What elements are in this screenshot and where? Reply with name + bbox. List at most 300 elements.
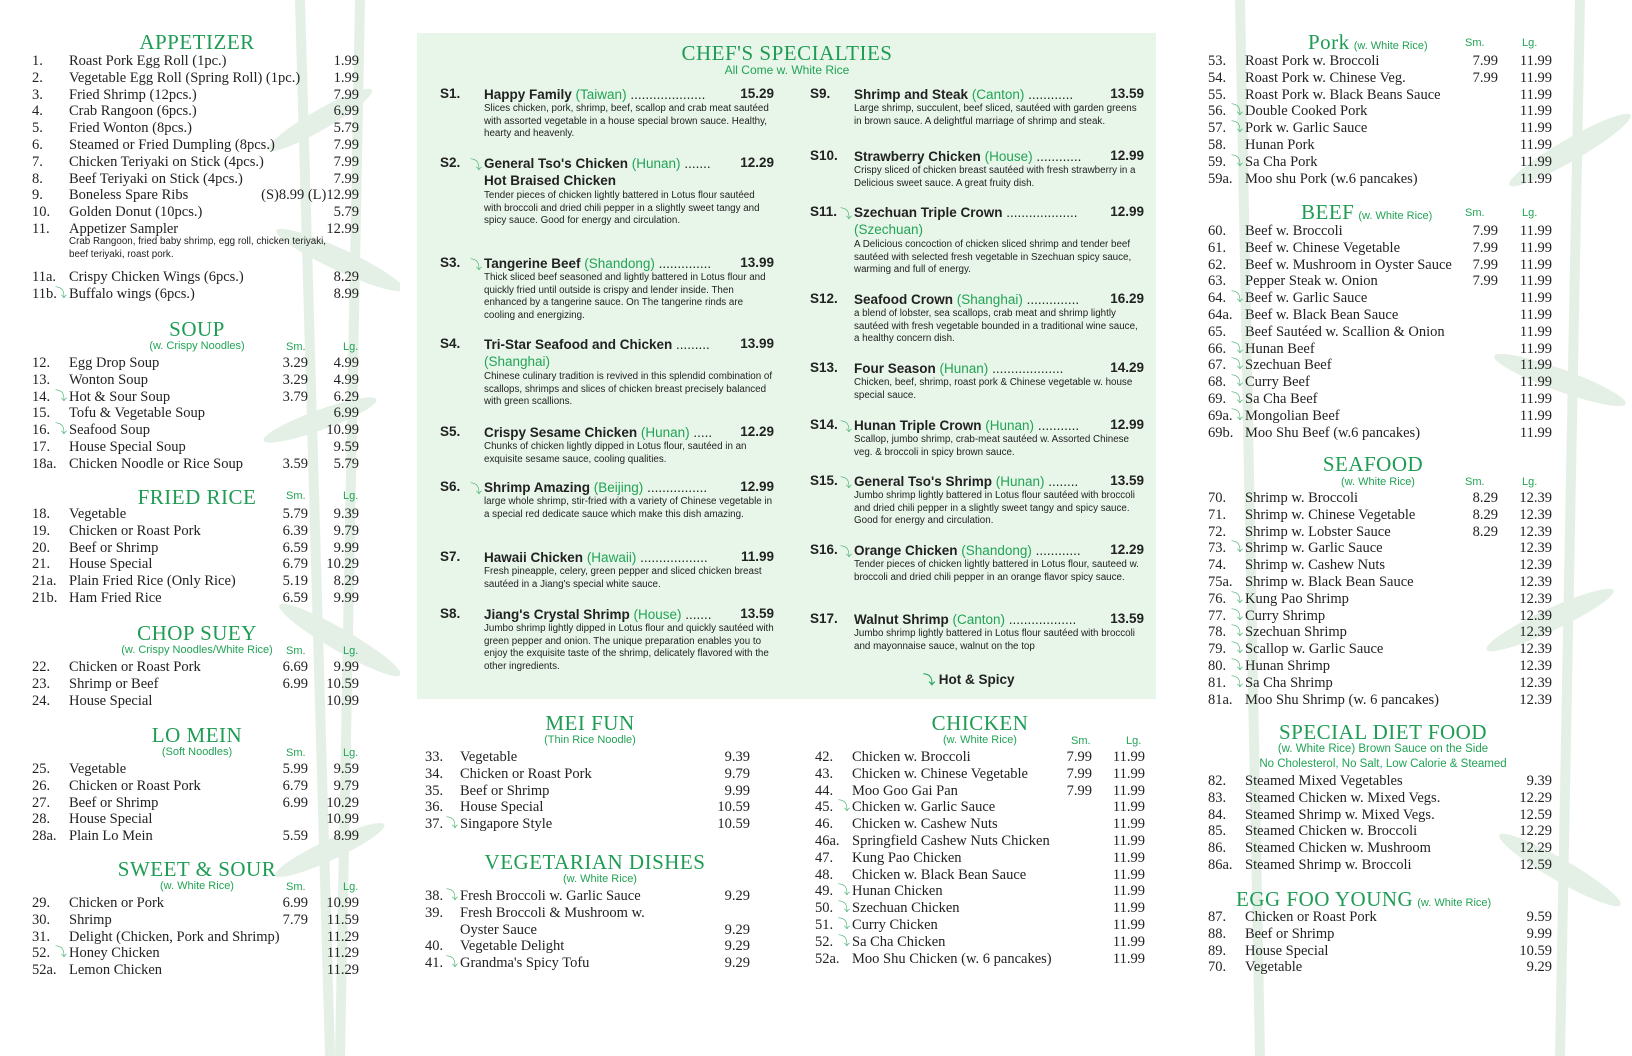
lo-mein-sm-header: Sm. bbox=[286, 747, 306, 759]
menu-item-row bbox=[1208, 574, 1558, 591]
item-number: 71. bbox=[1208, 506, 1227, 523]
item-number: 64a. bbox=[1208, 307, 1233, 323]
item-price-small: 5.19 bbox=[282, 573, 308, 590]
diet-subtitle-1: (w. White Rice) Brown Sauce on the Side bbox=[1277, 743, 1489, 755]
menu-item-row bbox=[1208, 273, 1558, 290]
item-number: 84. bbox=[1208, 806, 1227, 823]
menu-item-row bbox=[1208, 374, 1558, 391]
specialty-id: S12. bbox=[810, 291, 838, 306]
specialty-price: 12.99 bbox=[740, 479, 774, 494]
item-name: Curry Beef bbox=[1245, 374, 1310, 391]
item-price: 9.29 bbox=[724, 938, 750, 955]
menu-item-row bbox=[32, 355, 366, 372]
item-price-large: 12.39 bbox=[1519, 691, 1552, 708]
specialty-price: 13.59 bbox=[1110, 86, 1144, 101]
specialty-id: S16. bbox=[810, 542, 838, 557]
item-number: 44. bbox=[815, 782, 834, 799]
item-price-large: 11.99 bbox=[1519, 256, 1552, 273]
item-name: Shrimp w. Garlic Sauce bbox=[1245, 540, 1383, 557]
menu-item-row bbox=[1208, 391, 1558, 408]
pepper-icon: ⤵ bbox=[1231, 641, 1244, 656]
item-price-large: 11.99 bbox=[1519, 170, 1552, 187]
item-name: Chicken or Roast Pork bbox=[460, 765, 592, 782]
item-name: Hunan Pork bbox=[1245, 137, 1315, 153]
specialty-id: S1. bbox=[440, 86, 461, 101]
item-price-small: 7.79 bbox=[282, 911, 308, 928]
menu-item-row bbox=[32, 811, 366, 828]
specialty-title bbox=[854, 204, 1144, 221]
pepper-icon: ⤵ bbox=[1231, 290, 1244, 305]
item-name: Fresh Broccoli & Mushroom w. bbox=[460, 904, 645, 921]
item-price-large: 10.99 bbox=[326, 422, 359, 439]
item-price-large: 12.39 bbox=[1519, 557, 1552, 574]
menu-item-row bbox=[32, 929, 366, 946]
item-name: Beef w. Black Bean Sauce bbox=[1245, 307, 1399, 323]
menu-item-row bbox=[32, 422, 366, 439]
item-price: 9.29 bbox=[724, 921, 750, 938]
item-price-small: 7.99 bbox=[1472, 256, 1498, 273]
item-name: Shrimp w. Black Bean Sauce bbox=[1245, 574, 1414, 590]
chef-subtitle: All Come w. White Rice bbox=[724, 63, 850, 77]
menu-item-row bbox=[815, 799, 1150, 816]
menu-item-row bbox=[32, 53, 366, 70]
item-number: 54. bbox=[1208, 69, 1227, 86]
pepper-icon: ⤵ bbox=[446, 955, 459, 970]
item-price-small: 5.99 bbox=[282, 761, 308, 777]
hot-spicy-legend bbox=[923, 671, 1015, 688]
sweet-sour-title: SWEET & SOUR bbox=[117, 857, 277, 881]
menu-item-row bbox=[1208, 675, 1558, 692]
menu-item-row bbox=[1208, 773, 1558, 790]
item-name: House Special bbox=[460, 799, 544, 816]
item-price-large: 4.99 bbox=[333, 355, 359, 371]
item-price-large: 9.79 bbox=[333, 522, 359, 539]
item-name: Steamed Chicken w. Broccoli bbox=[1245, 823, 1418, 840]
item-price-large: 11.99 bbox=[1112, 749, 1145, 765]
item-price-small: 5.79 bbox=[282, 506, 308, 522]
hot-spicy-label: Hot & Spicy bbox=[938, 672, 1015, 687]
item-number: 87. bbox=[1208, 909, 1227, 925]
menu-item-row bbox=[32, 945, 366, 962]
item-number: 80. bbox=[1208, 658, 1227, 674]
item-number: 4. bbox=[32, 103, 43, 120]
specialty-description: A Delicious concoction of chicken sliced shrimp and tender beef sautéed with selected fresh vegetable in Szechuan spicy sauce, warming and full of energy. bbox=[854, 239, 1132, 276]
item-number: 50. bbox=[815, 900, 834, 917]
menu-item-row bbox=[1208, 807, 1558, 824]
item-price: 10.59 bbox=[717, 816, 750, 833]
item-price-large: 11.99 bbox=[1112, 950, 1145, 967]
item-name: Beef or Shrimp bbox=[69, 539, 159, 556]
item-price-large: 11.99 bbox=[1519, 223, 1552, 239]
specialty-description: Jumbo shrimp lightly dipped in Lotus flour and quickly sautéed with green pepper and onion. The unique preparation enables you to enjoy the exquisite taste of the shrimp, delicately flavored with the other ingredients. bbox=[484, 623, 774, 672]
item-number: 24. bbox=[32, 692, 51, 709]
menu-item-row bbox=[425, 816, 755, 833]
appetizer-title: APPETIZER bbox=[139, 30, 255, 54]
item-name: Pepper Steak w. Onion bbox=[1245, 273, 1378, 290]
lo-mein-title: LO MEIN bbox=[151, 723, 243, 747]
menu-item-row bbox=[1208, 103, 1558, 120]
item-number: 73. bbox=[1208, 540, 1227, 557]
menu-item-row bbox=[32, 154, 366, 171]
menu-item-row bbox=[425, 922, 755, 939]
specialty-name: Four Season bbox=[854, 361, 936, 376]
specialty-id: S11. bbox=[810, 204, 838, 219]
item-name: Sa Cha Pork bbox=[1245, 153, 1318, 170]
menu-item-row bbox=[1208, 608, 1558, 625]
pepper-icon: ⤵ bbox=[1231, 120, 1244, 135]
menu-item-row bbox=[1208, 641, 1558, 658]
item-price-large: 4.99 bbox=[333, 371, 359, 388]
item-number: 89. bbox=[1208, 942, 1227, 959]
specialty-dots: .................. bbox=[1005, 612, 1077, 627]
item-number: 23. bbox=[32, 675, 51, 692]
item-name: Hunan Shrimp bbox=[1245, 658, 1330, 674]
chef-specialties-panel bbox=[417, 33, 1156, 699]
item-name: Roast Pork w. Broccoli bbox=[1245, 53, 1380, 69]
item-price-large: 11.59 bbox=[326, 911, 359, 928]
item-price-large: 11.99 bbox=[1112, 866, 1145, 883]
menu-item-row bbox=[1208, 87, 1558, 104]
item-name: Vegetable Egg Roll (Spring Roll) (1pc.) bbox=[69, 69, 301, 86]
item-price-large: 10.29 bbox=[326, 556, 359, 573]
item-price-large: 9.99 bbox=[333, 539, 359, 556]
item-price-large: 11.99 bbox=[1519, 391, 1552, 407]
pork-subtitle: (w. White Rice) bbox=[1353, 40, 1428, 52]
item-name: Moo Shu Chicken (w. 6 pancakes) bbox=[852, 950, 1052, 967]
item-number: 86. bbox=[1208, 840, 1227, 857]
item-price-small: 6.59 bbox=[282, 590, 308, 606]
menu-item-row bbox=[1208, 70, 1558, 87]
item-number: 77. bbox=[1208, 607, 1227, 624]
item-name: Plain Lo Mein bbox=[69, 828, 153, 845]
menu-item-row bbox=[1208, 425, 1558, 442]
seafood-subtitle: (w. White Rice) bbox=[1341, 476, 1415, 488]
item-number: 22. bbox=[32, 659, 51, 675]
beef-sm-header: Sm. bbox=[1465, 207, 1485, 219]
item-price-large: 11.99 bbox=[1519, 340, 1552, 357]
menu-item-row bbox=[32, 187, 366, 204]
item-number: 56. bbox=[1208, 103, 1227, 120]
item-number: 55. bbox=[1208, 86, 1227, 103]
item-name: Double Cooked Pork bbox=[1245, 103, 1368, 120]
pork-title: Pork bbox=[1308, 30, 1350, 54]
soup-subtitle: (w. Crispy Noodles) bbox=[149, 340, 245, 352]
seafood-sm-header: Sm. bbox=[1465, 476, 1485, 488]
item-number: 13. bbox=[32, 371, 51, 388]
specialty-id: S14. bbox=[810, 417, 838, 432]
item-price-large: 12.39 bbox=[1519, 624, 1552, 641]
item-price-small: 7.99 bbox=[1066, 749, 1092, 765]
item-price-large: 10.99 bbox=[326, 895, 359, 911]
item-number: 11. bbox=[32, 221, 50, 237]
item-number: 59. bbox=[1208, 153, 1227, 170]
chop-suey-sm-header: Sm. bbox=[286, 645, 306, 657]
item-price-small: 7.99 bbox=[1066, 765, 1092, 782]
item-price: 9.39 bbox=[724, 749, 750, 765]
item-price-large: 11.99 bbox=[1519, 86, 1552, 103]
item-number: 61. bbox=[1208, 239, 1227, 256]
specialty-name: Szechuan Triple Crown bbox=[854, 205, 1003, 220]
menu-item-row bbox=[815, 850, 1150, 867]
menu-item-row bbox=[1208, 137, 1558, 154]
item-name: Vegetable Delight bbox=[460, 938, 565, 955]
item-number: 62. bbox=[1208, 256, 1227, 273]
item-name: Buffalo wings (6pcs.) bbox=[69, 285, 195, 302]
specialty-id: S3. bbox=[440, 255, 461, 270]
item-number: 5. bbox=[32, 120, 43, 137]
menu-item-row bbox=[1208, 591, 1558, 608]
item-name: Singapore Style bbox=[460, 816, 553, 833]
pepper-icon: ⤵ bbox=[838, 917, 851, 931]
pepper-icon: ⤵ bbox=[840, 207, 853, 221]
item-number: 74. bbox=[1208, 557, 1227, 574]
mei-fun-title: MEI FUN bbox=[545, 711, 635, 735]
soup-section bbox=[32, 318, 366, 478]
item-name: Szechuan Chicken bbox=[852, 900, 960, 917]
beef-subtitle: (w. White Rice) bbox=[1358, 210, 1433, 222]
item-price: 7.99 bbox=[333, 86, 359, 103]
menu-item-row bbox=[815, 883, 1150, 900]
specialty-price: 12.29 bbox=[740, 424, 774, 439]
pepper-icon: ⤵ bbox=[55, 422, 68, 437]
item-number: 59a. bbox=[1208, 170, 1233, 187]
menu-item-row bbox=[1208, 857, 1558, 874]
item-number: 47. bbox=[815, 849, 834, 866]
item-number: 52a. bbox=[32, 962, 57, 979]
specialty-description: Tender pieces of chicken lightly battered in Lotus flour sautéed with broccoli and dried chili pepper in a slightly sweet tangy and spicy sauce. Good for energy and circulation. bbox=[484, 190, 760, 227]
item-number: 40. bbox=[425, 938, 444, 955]
item-price-large: 11.99 bbox=[1519, 53, 1552, 69]
specialty-title bbox=[854, 291, 1144, 308]
egg-foo-young-section bbox=[1208, 888, 1558, 988]
item-name: Boneless Spare Ribs bbox=[69, 187, 189, 204]
menu-item-row bbox=[1208, 307, 1558, 324]
pepper-icon: ⤵ bbox=[55, 945, 68, 960]
item-name: Grandma's Spicy Tofu bbox=[460, 955, 590, 972]
item-price-large: 11.99 bbox=[1519, 69, 1552, 86]
item-price-large: 6.99 bbox=[333, 405, 359, 422]
menu-item-row bbox=[1208, 692, 1558, 709]
specialty-title bbox=[484, 86, 774, 103]
menu-item-row bbox=[32, 659, 366, 676]
item-name: Kung Pao Chicken bbox=[852, 849, 962, 866]
item-number: 18. bbox=[32, 506, 51, 522]
item-price: 8.99 bbox=[333, 285, 359, 302]
item-name: Roast Pork w. Black Beans Sauce bbox=[1245, 86, 1441, 103]
specialty-description: Jumbo shrimp lightly battered in Lotus flour sautéed with broccoli and mayonnaise sauce, walnut on the top bbox=[854, 628, 1135, 652]
item-price-small: 3.29 bbox=[282, 371, 308, 388]
item-name: House Special bbox=[69, 692, 153, 709]
item-price-large: 11.99 bbox=[1112, 782, 1145, 799]
menu-item-row bbox=[1208, 926, 1558, 943]
item-price-large: 11.99 bbox=[1519, 273, 1552, 290]
item-name: Steamed Mixed Vegetables bbox=[1245, 773, 1403, 789]
item-price-small: 8.29 bbox=[1472, 523, 1498, 540]
item-price-small: 5.59 bbox=[282, 828, 308, 845]
specialty-region: (Beijing) bbox=[593, 480, 644, 495]
item-number: 78. bbox=[1208, 624, 1227, 641]
specialty-dots: ........... bbox=[1034, 418, 1080, 433]
item-price-large: 12.39 bbox=[1519, 674, 1552, 691]
item-price-large: 11.99 bbox=[1112, 833, 1145, 849]
menu-item-row bbox=[32, 103, 366, 120]
item-name: Hunan Beef bbox=[1245, 340, 1315, 357]
item-name: House Special bbox=[69, 556, 153, 573]
soup-lg-header: Lg. bbox=[343, 341, 359, 353]
menu-item-row bbox=[1208, 120, 1558, 137]
menu-item-row bbox=[815, 867, 1150, 884]
specialty-description: Jumbo shrimp lightly battered in Lotus flour sautéed with broccoli and dried chili pepper in a slightly sweet tangy and spicy sauce. Good for energy and circulation. bbox=[854, 490, 1135, 527]
item-price-large: 11.99 bbox=[1112, 900, 1145, 917]
item-price-large: 6.29 bbox=[333, 388, 359, 405]
item-price-large: 11.99 bbox=[1112, 849, 1145, 866]
item-price-large: 11.99 bbox=[1519, 357, 1552, 374]
item-price: 9.29 bbox=[724, 955, 750, 972]
item-name: Delight (Chicken, Pork and Shrimp) bbox=[69, 928, 280, 945]
pepper-icon: ⤵ bbox=[470, 258, 483, 272]
item-price-large: 8.29 bbox=[333, 573, 359, 590]
item-number: 28a. bbox=[32, 828, 57, 845]
specialty-region: (House) bbox=[633, 607, 682, 622]
specialty-name: Shrimp and Steak bbox=[854, 87, 969, 102]
menu-item-row bbox=[425, 766, 755, 783]
item-price-large: 5.79 bbox=[333, 455, 359, 472]
item-price: 5.79 bbox=[333, 204, 359, 221]
specialty-dots: .................... bbox=[626, 87, 706, 102]
pork-sm-header: Sm. bbox=[1465, 37, 1485, 49]
menu-item-row bbox=[32, 556, 366, 573]
specialty-subtitle: Hot Braised Chicken bbox=[484, 173, 617, 188]
item-name: Steamed Chicken w. Mushroom bbox=[1245, 840, 1431, 857]
item-price-large: 9.39 bbox=[333, 506, 359, 522]
item-number: 46. bbox=[815, 816, 834, 833]
menu-item-row bbox=[32, 204, 366, 221]
pepper-icon: ⤵ bbox=[1231, 540, 1244, 555]
pork-section bbox=[1208, 31, 1558, 191]
item-name: Beef w. Mushroom in Oyster Sauce bbox=[1245, 256, 1452, 273]
item-price-small: 6.99 bbox=[282, 794, 308, 811]
item-name: Beef w. Garlic Sauce bbox=[1245, 290, 1368, 307]
item-name: House Special bbox=[1245, 942, 1329, 959]
item-number: 19. bbox=[32, 522, 51, 539]
item-name: Chicken w. Broccoli bbox=[852, 749, 971, 765]
chicken-subtitle: (w. White Rice) bbox=[943, 734, 1017, 746]
specialty-name: Crispy Sesame Chicken bbox=[484, 425, 638, 440]
item-name: Kung Pao Shrimp bbox=[1245, 590, 1349, 607]
menu-item-row bbox=[1208, 257, 1558, 274]
menu-item-row bbox=[1208, 324, 1558, 341]
menu-item-row bbox=[32, 269, 366, 286]
menu-item-row bbox=[1208, 959, 1558, 976]
item-price-small: 7.99 bbox=[1472, 223, 1498, 239]
beef-title-row bbox=[1301, 201, 1432, 224]
menu-item-row bbox=[815, 833, 1150, 850]
item-price: 9.59 bbox=[1526, 909, 1552, 925]
specialty-subtitle: (Szechuan) bbox=[854, 222, 924, 237]
item-price: 7.99 bbox=[333, 170, 359, 187]
item-name: Appetizer Sampler bbox=[69, 221, 179, 237]
menu-item-row bbox=[815, 934, 1150, 951]
specialty-title bbox=[484, 255, 774, 272]
item-number: 75a. bbox=[1208, 574, 1233, 590]
specialty-region: (Hunan) bbox=[939, 361, 989, 376]
menu-item-row bbox=[32, 895, 366, 912]
item-name: Oyster Sauce bbox=[460, 921, 537, 938]
item-name: Honey Chicken bbox=[69, 945, 160, 962]
item-price: 7.99 bbox=[333, 153, 359, 170]
menu-item-row bbox=[815, 749, 1150, 766]
item-name: Lemon Chicken bbox=[69, 962, 163, 979]
item-number: 39. bbox=[425, 904, 444, 921]
specialty-id: S8. bbox=[440, 606, 461, 621]
pepper-icon: ⤵ bbox=[838, 883, 851, 898]
item-name: Chicken w. Cashew Nuts bbox=[852, 816, 998, 833]
menu-item-row bbox=[1208, 540, 1558, 557]
item-price-small: 3.59 bbox=[282, 455, 308, 472]
item-name: Moo shu Pork (w.6 pancakes) bbox=[1245, 170, 1418, 187]
item-name: Steamed Shrimp w. Broccoli bbox=[1245, 857, 1412, 873]
seafood-title: SEAFOOD bbox=[1322, 452, 1424, 476]
pepper-icon: ⤵ bbox=[923, 673, 936, 687]
sweet-sour-subtitle: (w. White Rice) bbox=[160, 880, 234, 892]
item-number: 21a. bbox=[32, 573, 57, 590]
item-price-large: 9.99 bbox=[333, 590, 359, 606]
menu-item-row bbox=[32, 761, 366, 778]
menu-item-row bbox=[1208, 624, 1558, 641]
item-number: 20. bbox=[32, 539, 51, 556]
item-price-large: 10.99 bbox=[326, 811, 359, 828]
sweet-sour-section bbox=[32, 858, 366, 983]
chop-suey-section bbox=[32, 622, 366, 717]
item-number: 6. bbox=[32, 137, 43, 153]
item-price: 9.29 bbox=[724, 888, 750, 904]
item-price-large: 11.99 bbox=[1112, 933, 1145, 950]
menu-item-row bbox=[32, 70, 366, 87]
item-name: Beef Sautéed w. Scallion & Onion bbox=[1245, 323, 1445, 340]
fried-rice-sm-header: Sm. bbox=[286, 490, 306, 502]
item-price-large: 12.39 bbox=[1519, 506, 1552, 523]
item-name: Chicken Noodle or Rice Soup bbox=[69, 455, 243, 472]
item-price-small: 8.29 bbox=[1472, 506, 1498, 523]
item-number: 81. bbox=[1208, 674, 1227, 691]
specialty-name: General Tso's Shrimp bbox=[854, 474, 992, 489]
specialty-dots: ..... bbox=[689, 425, 713, 440]
menu-item-row bbox=[425, 783, 755, 800]
item-name: Shrimp w. Lobster Sauce bbox=[1245, 523, 1391, 540]
item-number: 52. bbox=[815, 933, 834, 950]
menu-item-row bbox=[32, 389, 366, 406]
item-price-large: 12.39 bbox=[1519, 523, 1552, 540]
item-number: 53. bbox=[1208, 53, 1227, 69]
menu-item-row bbox=[1208, 557, 1558, 574]
egg-foo-young-title: EGG FOO YOUNG bbox=[1236, 887, 1414, 911]
item-price-small: 7.99 bbox=[1472, 273, 1498, 290]
specialty-title bbox=[484, 424, 774, 441]
item-name: Beef w. Broccoli bbox=[1245, 223, 1343, 239]
chicken-section bbox=[815, 712, 1150, 982]
item-price: 12.59 bbox=[1519, 806, 1552, 823]
specialty-region: (Shanghai) bbox=[956, 292, 1023, 307]
fried-rice-section bbox=[32, 486, 366, 611]
item-name: Beef w. Chinese Vegetable bbox=[1245, 239, 1401, 256]
item-number: 46a. bbox=[815, 833, 840, 849]
menu-item-row bbox=[1208, 524, 1558, 541]
vegetarian-section bbox=[425, 851, 755, 981]
specialty-region: (Hunan) bbox=[640, 425, 690, 440]
mei-fun-section bbox=[425, 712, 755, 842]
menu-item-row bbox=[32, 676, 366, 693]
item-name: House Special bbox=[69, 811, 153, 828]
